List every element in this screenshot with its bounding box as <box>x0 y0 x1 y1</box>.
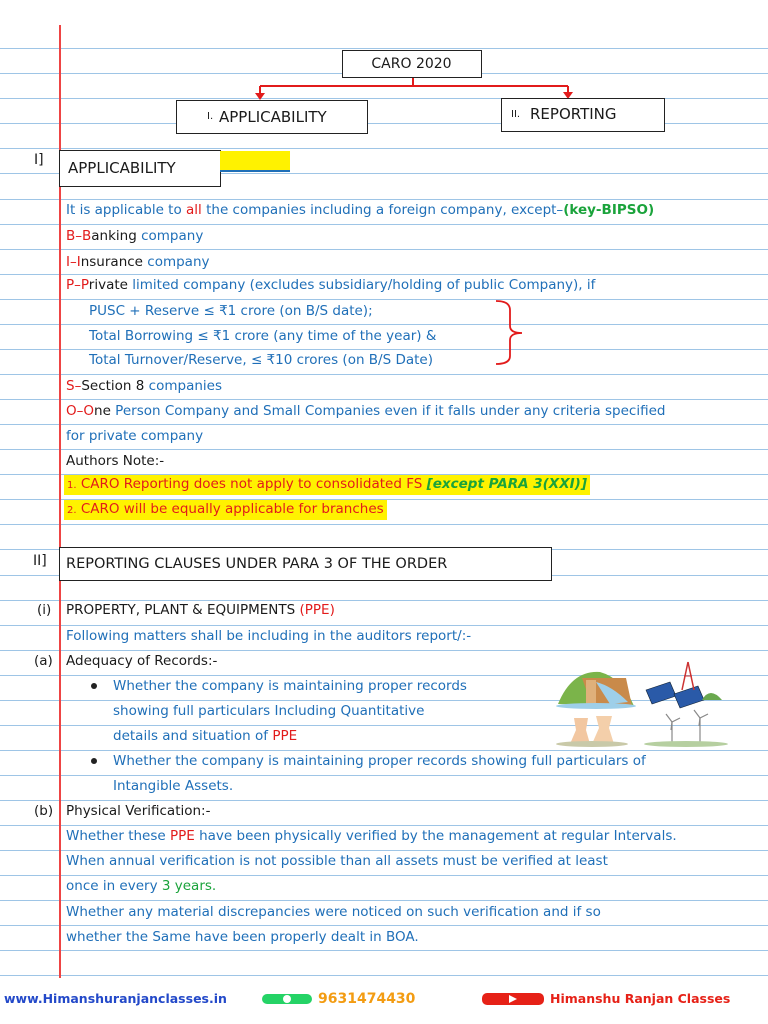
diagram-applicability-box <box>176 100 368 134</box>
authors-note-2: 2. CARO will be equally applicable for branches <box>64 500 387 520</box>
footer-website[interactable]: www.Himanshuranjanclasses.in <box>4 991 227 1006</box>
clause-a-bullet1-line2: showing full particulars Including Quantitative <box>113 703 425 719</box>
clause-a-title: Adequacy of Records:- <box>66 653 218 669</box>
branch-right-label: REPORTING <box>530 105 617 123</box>
section1-heading-box <box>59 150 221 187</box>
branch-right-num: II. <box>511 109 521 120</box>
clause-a-bullet2-line2: Intangible Assets. <box>113 778 234 794</box>
bipso-o-continued: for private company <box>66 428 204 444</box>
clause-b-title: Physical Verification:- <box>66 803 211 819</box>
private-condition-2: Total Borrowing ≤ ₹1 crore (any time of the year) & <box>89 328 437 344</box>
bipso-o: O–One Person Company and Small Companies even if it falls under any criteria specified <box>66 403 666 419</box>
private-condition-1: PUSC + Reserve ≤ ₹1 crore (on B/S date); <box>89 303 373 319</box>
highlight-mark <box>220 151 290 172</box>
clause-a-bullet1-line1: Whether the company is maintaining proper records <box>113 678 467 694</box>
footer <box>0 988 768 1012</box>
clause-i-intro: Following matters shall be including in the auditors report/:- <box>66 628 472 644</box>
footer-channel[interactable]: Himanshu Ranjan Classes <box>550 991 731 1006</box>
clause-a-bullet2-line1: Whether the company is maintaining proper records showing full particulars of <box>113 753 646 769</box>
clause-b-line5: whether the Same have been properly dealt in BOA. <box>66 929 419 945</box>
section1-heading: APPLICABILITY <box>68 159 176 177</box>
bullet-icon <box>91 758 97 764</box>
footer-phone[interactable]: 9631474430 <box>318 991 416 1007</box>
bipso-i: I–Insurance company <box>66 254 210 270</box>
bipso-p: P–Private limited company (excludes subsidiary/holding of public Company), if <box>66 277 596 293</box>
clause-i-title: PROPERTY, PLANT & EQUIPMENTS (PPE) <box>66 602 335 618</box>
section2-number: II] <box>33 553 47 569</box>
bullet-icon <box>91 683 97 689</box>
clause-b-line4: Whether any material discrepancies were noticed on such verification and if so <box>66 904 601 920</box>
whatsapp-icon <box>262 991 312 1007</box>
clause-b-label: (b) <box>34 803 54 819</box>
section1-number: I] <box>34 152 44 168</box>
private-condition-3: Total Turnover/Reserve, ≤ ₹10 crores (on B/S Date) <box>89 352 433 368</box>
applicability-intro: It is applicable to all the companies including a foreign company, except–(key-BIPSO) <box>66 202 655 218</box>
diagram-reporting-box <box>501 98 665 132</box>
authors-note-title: Authors Note:- <box>66 453 165 469</box>
bipso-b: B–Banking company <box>66 228 204 244</box>
branch-left-num: I. <box>207 111 214 122</box>
branch-left-label: APPLICABILITY <box>219 108 327 126</box>
curly-brace-icon <box>490 298 540 368</box>
clause-a-bullet1-line3: details and situation of PPE <box>113 728 298 744</box>
youtube-icon <box>482 990 544 1008</box>
clause-i-label: (i) <box>37 602 52 618</box>
section2-heading-box <box>59 547 552 581</box>
clause-b-line3: once in every 3 years. <box>66 878 217 894</box>
ppe-illustration-icon <box>552 656 730 748</box>
authors-note-1: 1. CARO Reporting does not apply to consolidated FS [except PARA 3(XXI)] <box>64 475 590 495</box>
diagram-root-label: CARO 2020 <box>371 56 452 72</box>
clause-b-line1: Whether these PPE have been physically verified by the management at regular Intervals. <box>66 828 677 844</box>
clause-b-line2: When annual verification is not possible than all assets must be verified at least <box>66 853 608 869</box>
clause-a-label: (a) <box>34 653 53 669</box>
bipso-s: S–Section 8 companies <box>66 378 222 394</box>
diagram-root-box <box>342 50 482 78</box>
section2-heading: REPORTING CLAUSES UNDER PARA 3 OF THE ORDER <box>66 556 448 572</box>
